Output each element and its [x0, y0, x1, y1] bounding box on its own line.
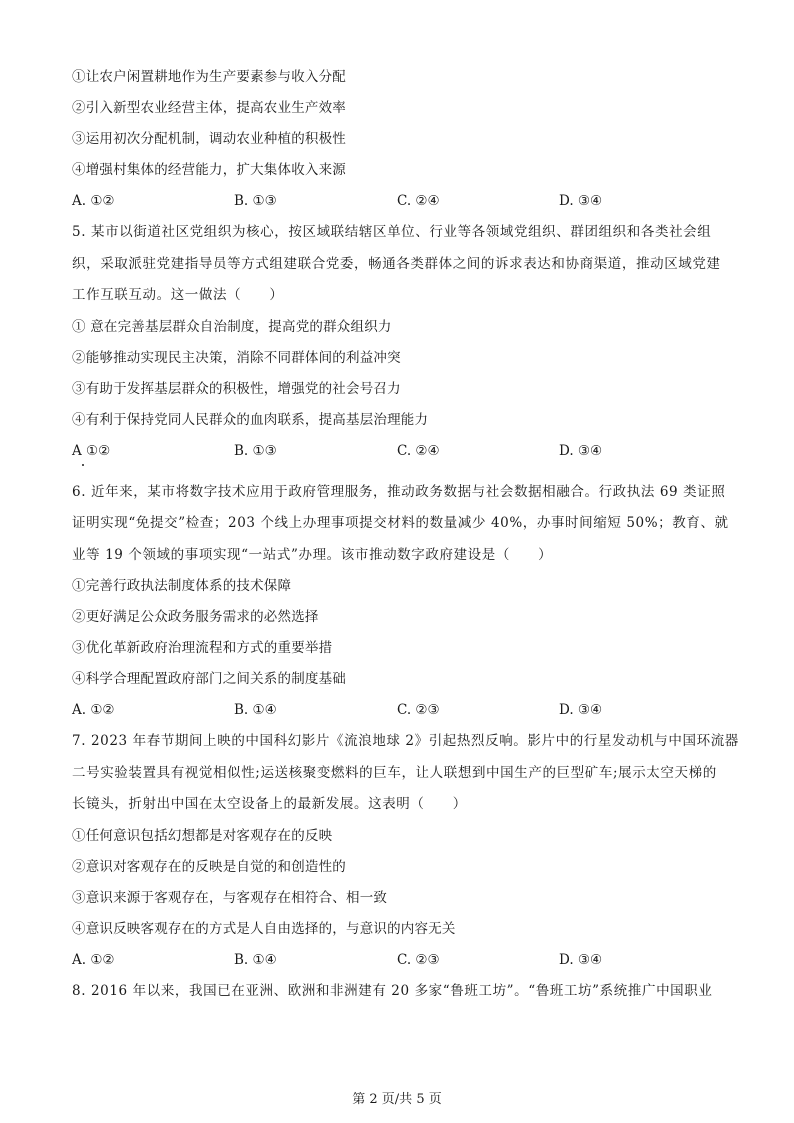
statement-item: ②引入新型农业经营主体，提高农业生产效率: [72, 100, 346, 116]
question-stem-line: 证明实现“免提交”检查；203 个线上办理事项提交材料的数量减少 40%，办事时间缩短 50%；教育、就: [72, 515, 729, 531]
option-d: D. ③④: [559, 442, 603, 459]
question-stem-line: 6. 近年来，某市将数字技术应用于政府管理服务，推动政务数据与社会数据相融合。行政执法 69 类证照: [72, 483, 726, 500]
statement-item: ②更好满足公众政务服务需求的必然选择: [72, 609, 319, 625]
question-6-options: [72, 695, 722, 726]
statement-item: ④意识反映客观存在的方式是人自由选择的，与意识的内容无关: [72, 920, 456, 937]
statement-item: ①任何意识包括幻想都是对客观存在的反映: [72, 827, 333, 844]
question-stem-line: 7. 2023 年春节期间上映的中国科幻影片《流浪地球 2》引起热烈反响。影片中的行星发动机与中国环流器: [72, 733, 739, 749]
option-b: B. ①④: [234, 951, 277, 968]
option-c: C. ②③: [397, 702, 440, 718]
statement-item: ①完善行政执法制度体系的技术保障: [72, 578, 292, 594]
question-7: [72, 726, 739, 976]
option-b: B. ①④: [234, 702, 277, 718]
stray-mark: [82, 464, 84, 466]
question-stem-line: 8. 2016 年以来，我国已在亚洲、欧洲和非洲建有 20 多家“鲁班工坊”。“鲁班工坊”系统推广中国职业: [72, 982, 713, 999]
question-stem-line: 长镜头，折射出中国在太空设备上的最新发展。这表明（ ）: [72, 796, 467, 812]
statement-item: ③有助于发挥基层群众的积极性，增强党的社会号召力: [72, 380, 401, 397]
statement-item: ④科学合理配置政府部门之间关系的制度基础: [72, 671, 346, 687]
option-a: A. ①②: [72, 951, 115, 968]
statement-item: ④有利于保持党同人民群众的血肉联系，提高基层治理能力: [72, 411, 429, 428]
statement-item: ③意识来源于客观存在，与客观存在相符合、相一致: [72, 889, 388, 906]
statement-item: ②能够推动实现民主决策，消除不同群体间的利益冲突: [72, 349, 401, 366]
question-4-options: [72, 186, 722, 217]
question-5-options: [72, 436, 722, 467]
option-c: C. ②③: [397, 951, 440, 968]
option-c: C. ②④: [397, 193, 440, 209]
question-4-statements: [72, 62, 722, 186]
question-8: [72, 976, 722, 1008]
option-c: C. ②④: [397, 442, 440, 459]
option-b: B. ①③: [234, 193, 277, 209]
question-5: [72, 217, 722, 467]
option-d: D. ③④: [559, 951, 603, 968]
option-d: D. ③④: [559, 702, 603, 718]
statement-item: ③运用初次分配机制，调动农业种植的积极性: [72, 131, 346, 147]
page-number-footer: 第 2 页/共 5 页: [352, 1092, 442, 1107]
statement-item: ③优化革新政府治理流程和方式的重要举措: [72, 640, 333, 656]
option-d: D. ③④: [559, 193, 603, 209]
question-stem-line: 织，采取派驻党建指导员等方式组建联合党委，畅通各类群体之间的诉求表达和协商渠道，推动区域党建: [72, 255, 721, 272]
question-stem-line: 业等 19 个领域的事项实现“一站式”办理。该市推动数字政府建设是（ ）: [72, 546, 553, 563]
question-7-options: [72, 945, 722, 976]
exam-page-content: [72, 62, 739, 1007]
question-6: [72, 477, 729, 727]
statement-item: ④增强村集体的经营能力，扩大集体收入来源: [72, 162, 346, 178]
question-stem-line: 5. 某市以街道社区党组织为核心，按区域联结辖区单位、行业等各领域党组织、群团组织和各类社会组: [72, 224, 712, 240]
option-a: A. ①②: [72, 193, 115, 209]
option-b: B. ①③: [234, 442, 277, 459]
question-stem-line: 工作互联互动。这一做法（ ）: [72, 287, 284, 303]
statement-item: ①让农户闲置耕地作为生产要素参与收入分配: [72, 69, 346, 85]
statement-item: ① 意在完善基层群众自治制度，提高党的群众组织力: [72, 318, 392, 335]
option-a: A ①②: [72, 442, 111, 459]
option-a: A. ①②: [72, 702, 115, 718]
question-stem-line: 二号实验装置具有视觉相似性;运送核聚变燃料的巨车，让人联想到中国生产的巨型矿车;展示太空天梯的: [72, 764, 717, 781]
statement-item: ②意识对客观存在的反映是自觉的和创造性的: [72, 858, 346, 875]
